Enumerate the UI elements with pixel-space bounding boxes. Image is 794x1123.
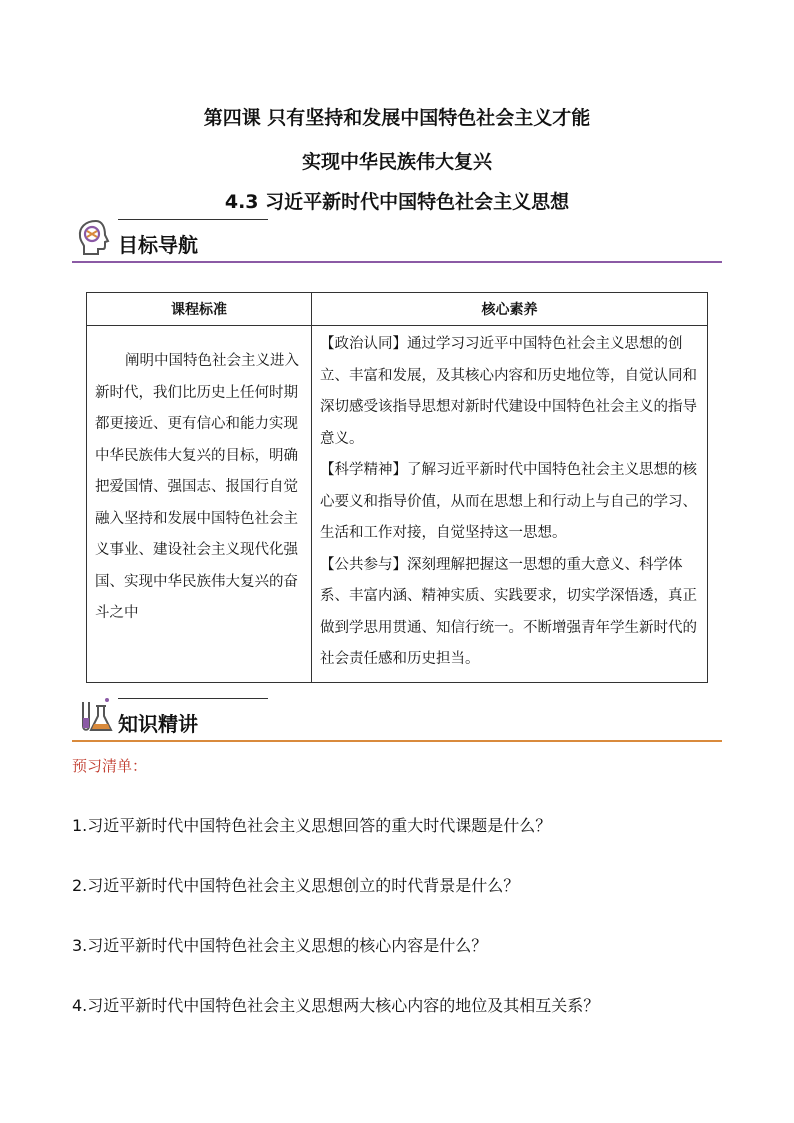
lesson-title-continued: 实现中华民族伟大复兴 [301, 151, 492, 173]
literacy-public: 【公共参与】深刻理解把握这一思想的重大意义、科学体系、丰富内涵、精神实质、实践要求，切实学深悟透，真正做到学思用贯通、知信行统一。不断增强青年学生新时代的社会责任感和历史担当。 [320, 556, 697, 667]
brain-head-icon [74, 217, 114, 257]
preview-list-label: 预习清单： [72, 757, 148, 775]
section-label: 目标导航 [118, 233, 198, 257]
section-title: 4.3 习近平新时代中国特色社会主义思想 [224, 191, 570, 213]
section-rule [72, 261, 722, 263]
standards-table [86, 292, 708, 683]
preview-question: 2.习近平新时代中国特色社会主义思想创立的时代背景是什么？ [72, 876, 520, 895]
preview-question: 3.习近平新时代中国特色社会主义思想的核心内容是什么？ [72, 936, 488, 955]
header-curriculum-standard: 课程标准 [87, 293, 312, 326]
lesson-title: 第四课 只有坚持和发展中国特色社会主义才能 [203, 107, 591, 129]
curriculum-standard-cell [87, 326, 312, 683]
header-decoration-line [118, 219, 268, 220]
header-decoration-line [118, 698, 268, 699]
literacy-political: 【政治认同】通过学习习近平中国特色社会主义思想的创立、丰富和发展，及其核心内容和历史地位等，自觉认同和深切感受该指导思想对新时代建设中国特色社会主义的指导意义。 [320, 336, 697, 447]
preview-question: 1.习近平新时代中国特色社会主义思想回答的重大时代课题是什么？ [72, 816, 552, 835]
curriculum-standard-text: 阐明中国特色社会主义进入新时代，我们比历史上任何时期都更接近、更有信心和能力实现中华民族伟大复兴的目标，明确把爱国情、强国志、报国行自觉融入坚持和发展中国特色社会主义事业、建设社会主义现代化强国、实现中华民族伟大复兴的奋斗之中 [95, 353, 299, 621]
header-core-literacy: 核心素养 [312, 293, 708, 326]
section-rule [72, 740, 722, 742]
lab-flask-icon [74, 696, 114, 736]
preview-question: 4.习近平新时代中国特色社会主义思想两大核心内容的地位及其相互关系？ [72, 996, 600, 1015]
table-header-row [87, 293, 708, 326]
literacy-science: 【科学精神】了解习近平新时代中国特色社会主义思想的核心要义和指导价值，从而在思想上和行动上与自己的学习、生活和工作对接，自觉坚持这一思想。 [320, 462, 697, 541]
section-header-knowledge [72, 694, 722, 742]
core-literacy-cell [312, 326, 708, 683]
table-row [87, 326, 708, 683]
section-label: 知识精讲 [118, 712, 198, 736]
section-header-goals [72, 215, 722, 263]
